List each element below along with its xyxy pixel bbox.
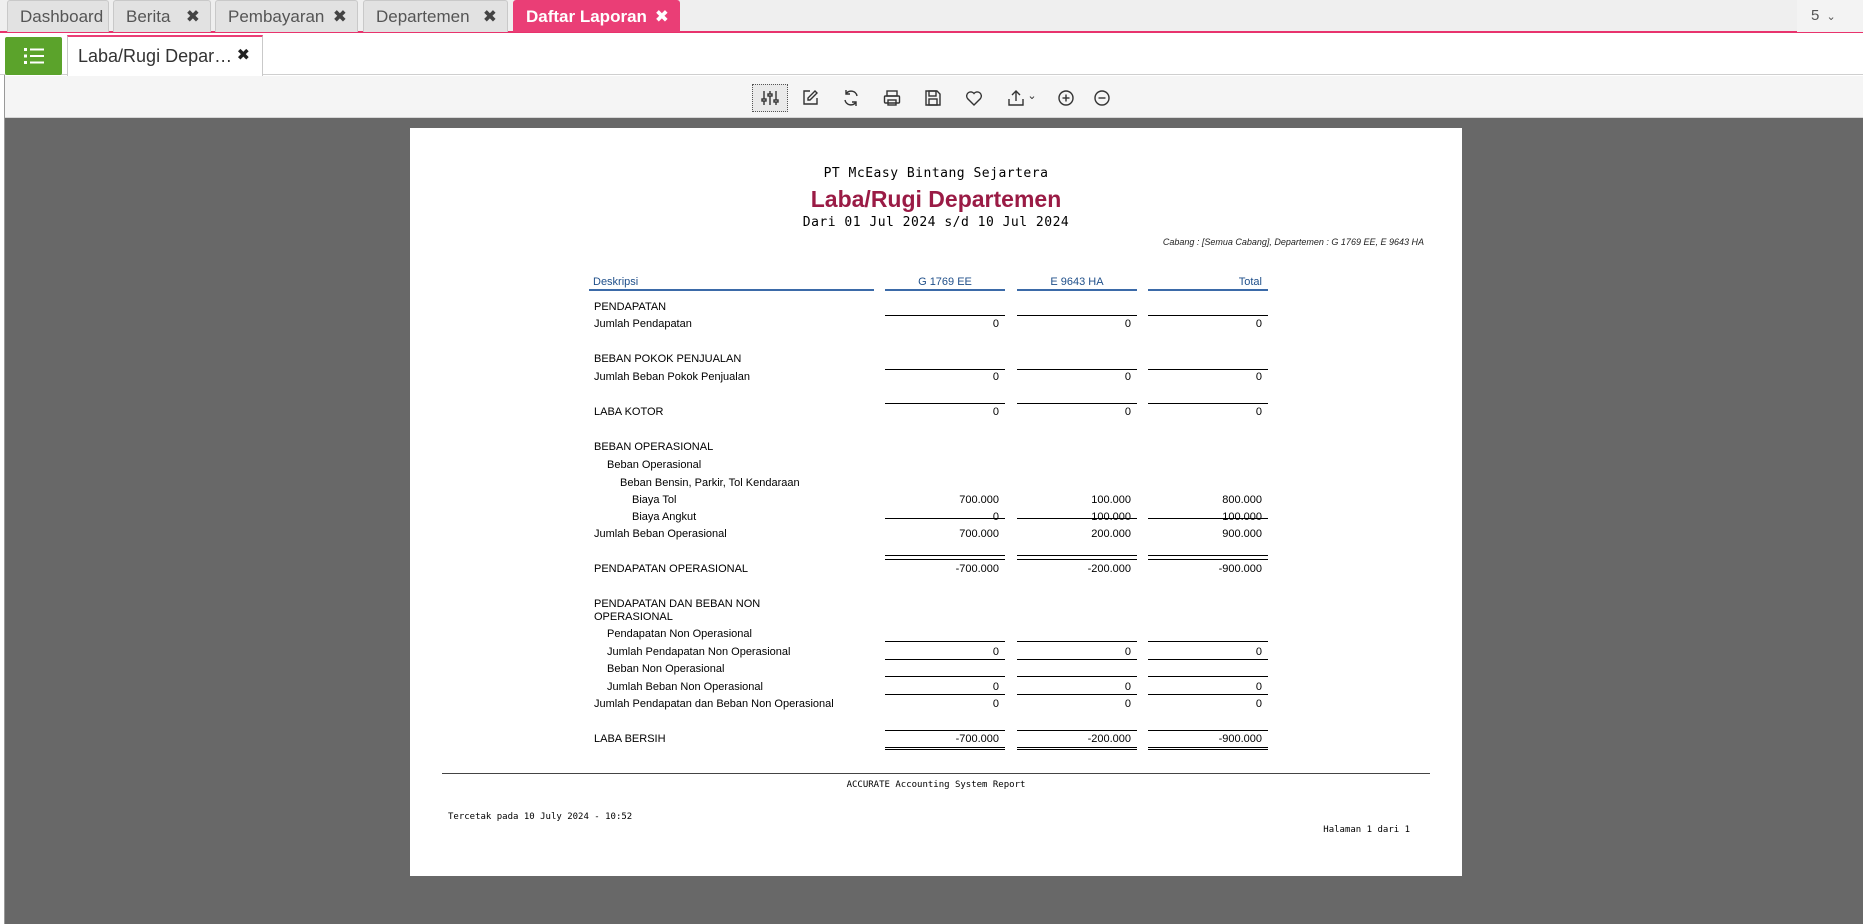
report-toolbar bbox=[5, 76, 1863, 118]
tab-count-dropdown[interactable] bbox=[1797, 0, 1863, 32]
row-value: 0 bbox=[992, 698, 999, 710]
tab-label: Laba/Rugi Depar… bbox=[78, 46, 233, 66]
table-row bbox=[410, 477, 1462, 493]
rule-line bbox=[885, 369, 1005, 370]
export-button[interactable] bbox=[1000, 84, 1044, 112]
tab-label: Berita bbox=[126, 7, 171, 26]
row-description: PENDAPATAN bbox=[594, 301, 667, 313]
report-list-button[interactable] bbox=[5, 37, 62, 75]
export-icon bbox=[1007, 89, 1025, 107]
rule-line bbox=[1148, 403, 1268, 404]
rule-line bbox=[1148, 518, 1268, 519]
row-value: 900.000 bbox=[1222, 528, 1262, 540]
tab-label: Daftar Laporan bbox=[526, 7, 647, 26]
row-value: 0 bbox=[1124, 406, 1131, 418]
filter-settings-button[interactable] bbox=[752, 84, 788, 112]
row-description: Beban Non Operasional bbox=[607, 663, 725, 675]
row-description: BEBAN OPERASIONAL bbox=[594, 441, 714, 453]
rule-line bbox=[885, 730, 1005, 731]
table-row bbox=[410, 406, 1462, 422]
row-value: -200.000 bbox=[1087, 733, 1131, 745]
header-col3: Total bbox=[1148, 276, 1268, 291]
row-value: 0 bbox=[1124, 681, 1131, 693]
row-value: 0 bbox=[1255, 698, 1262, 710]
row-description: Beban Operasional bbox=[607, 459, 702, 471]
printed-timestamp: Tercetak pada 10 July 2024 - 10:52 bbox=[448, 812, 633, 822]
row-description: Biaya Angkut bbox=[632, 511, 697, 523]
table-row bbox=[410, 563, 1462, 579]
save-button[interactable] bbox=[915, 84, 951, 112]
footer-text: ACCURATE Accounting System Report bbox=[846, 780, 1026, 790]
row-value: 100.000 bbox=[1091, 511, 1131, 523]
row-value: 0 bbox=[1255, 681, 1262, 693]
close-icon[interactable]: ✖ bbox=[185, 7, 200, 26]
edit-button[interactable] bbox=[792, 84, 828, 112]
top-tab-bar bbox=[0, 0, 1863, 33]
rule-line bbox=[885, 403, 1005, 404]
company-name: PT McEasy Bintang Sejartera bbox=[823, 166, 1049, 181]
rule-line bbox=[1148, 659, 1268, 660]
row-description: OPERASIONAL bbox=[594, 611, 673, 623]
tab-count: 5 bbox=[1811, 7, 1820, 24]
row-description: Jumlah Beban Non Operasional bbox=[607, 681, 763, 693]
row-description: Biaya Tol bbox=[632, 494, 677, 506]
edit-icon bbox=[801, 89, 819, 107]
tab-berita[interactable] bbox=[113, 0, 211, 32]
zoom-out-button[interactable] bbox=[1084, 84, 1120, 112]
row-value: 100.000 bbox=[1222, 511, 1262, 523]
page-number: Halaman 1 dari 1 bbox=[1323, 825, 1410, 835]
table-row bbox=[410, 371, 1462, 387]
header-col1: G 1769 EE bbox=[885, 276, 1005, 291]
row-description: PENDAPATAN DAN BEBAN NON bbox=[594, 598, 761, 610]
chevron-down-icon: ⌄ bbox=[1027, 89, 1037, 102]
favorite-icon bbox=[965, 89, 983, 107]
row-description: Jumlah Beban Operasional bbox=[594, 528, 727, 540]
favorite-button[interactable] bbox=[956, 84, 992, 112]
rule-line bbox=[1148, 694, 1268, 695]
report-title: Laba/Rugi Departemen bbox=[810, 186, 1062, 212]
table-row bbox=[410, 511, 1462, 527]
row-value: 0 bbox=[1255, 318, 1262, 330]
rule-line bbox=[1148, 369, 1268, 370]
row-description: Jumlah Pendapatan dan Beban Non Operasional bbox=[594, 698, 834, 710]
table-row bbox=[410, 494, 1462, 510]
rule-line bbox=[885, 555, 1005, 556]
row-value: 700.000 bbox=[959, 494, 999, 506]
row-description: Beban Bensin, Parkir, Tol Kendaraan bbox=[620, 477, 800, 489]
close-icon[interactable]: ✖ bbox=[332, 7, 347, 26]
header-description: Deskripsi bbox=[589, 276, 874, 291]
zoom-out-icon bbox=[1093, 89, 1111, 107]
rule-line bbox=[1148, 730, 1268, 731]
table-row bbox=[410, 441, 1462, 457]
row-value: 0 bbox=[992, 646, 999, 658]
rule-line bbox=[1017, 315, 1137, 316]
rule-line bbox=[1017, 559, 1137, 560]
print-button[interactable] bbox=[874, 84, 910, 112]
report-period: Dari 01 Jul 2024 s/d 10 Jul 2024 bbox=[802, 215, 1070, 230]
row-description: PENDAPATAN OPERASIONAL bbox=[594, 563, 749, 575]
rule-line bbox=[1148, 676, 1268, 677]
tab-laba-rugi-departemen[interactable] bbox=[67, 35, 263, 76]
table-row bbox=[410, 698, 1462, 714]
row-value: 100.000 bbox=[1091, 494, 1131, 506]
tab-label: Pembayaran bbox=[228, 7, 325, 26]
double-rule-line bbox=[885, 747, 1005, 750]
rule-line bbox=[1148, 555, 1268, 556]
header-col2: E 9643 HA bbox=[1017, 276, 1137, 291]
row-value: 0 bbox=[992, 681, 999, 693]
rule-line bbox=[1017, 730, 1137, 731]
double-rule-line bbox=[1148, 747, 1268, 750]
row-description: Jumlah Pendapatan bbox=[594, 318, 692, 330]
table-row bbox=[410, 459, 1462, 475]
row-value: 0 bbox=[992, 406, 999, 418]
table-row bbox=[410, 353, 1462, 369]
row-description: Pendapatan Non Operasional bbox=[607, 628, 752, 640]
tab-label: Departemen bbox=[376, 7, 470, 26]
rule-line bbox=[885, 315, 1005, 316]
document-tab-bar bbox=[0, 35, 1863, 75]
rule-line bbox=[1017, 641, 1137, 642]
tab-pembayaran[interactable] bbox=[215, 0, 358, 32]
rule-line bbox=[1148, 559, 1268, 560]
sliders-icon bbox=[761, 90, 779, 106]
tab-label: Dashboard bbox=[20, 7, 104, 26]
row-description: Jumlah Pendapatan Non Operasional bbox=[607, 646, 791, 658]
double-rule-line bbox=[1017, 747, 1137, 750]
rule-line bbox=[885, 518, 1005, 519]
tab-daftar-laporan[interactable] bbox=[513, 0, 680, 32]
rule-line bbox=[1017, 518, 1137, 519]
row-value: 0 bbox=[1124, 371, 1131, 383]
row-value: 200.000 bbox=[1091, 528, 1131, 540]
footer-divider bbox=[442, 773, 1430, 774]
tab-departemen[interactable] bbox=[363, 0, 508, 32]
row-value: 0 bbox=[1124, 698, 1131, 710]
list-icon bbox=[23, 47, 45, 65]
rule-line bbox=[1017, 369, 1137, 370]
zoom-in-button[interactable] bbox=[1048, 84, 1084, 112]
rule-line bbox=[885, 694, 1005, 695]
rule-line bbox=[1148, 315, 1268, 316]
rule-line bbox=[885, 676, 1005, 677]
row-value: 0 bbox=[1124, 646, 1131, 658]
tab-dashboard[interactable] bbox=[7, 0, 109, 32]
table-row bbox=[410, 318, 1462, 334]
row-value: -700.000 bbox=[955, 563, 999, 575]
row-value: 0 bbox=[1255, 646, 1262, 658]
row-description: LABA BERSIH bbox=[594, 733, 666, 745]
row-value: 800.000 bbox=[1222, 494, 1262, 506]
row-value: -200.000 bbox=[1087, 563, 1131, 575]
row-value: -900.000 bbox=[1218, 563, 1262, 575]
rule-line bbox=[885, 659, 1005, 660]
row-description: BEBAN POKOK PENJUALAN bbox=[594, 353, 742, 365]
refresh-icon bbox=[842, 89, 860, 107]
report-filter: Cabang : [Semua Cabang], Departemen : G 1769 EE, E 9643 HA bbox=[1162, 237, 1424, 247]
rule-line bbox=[1017, 694, 1137, 695]
rule-line bbox=[1017, 555, 1137, 556]
save-icon bbox=[924, 89, 942, 107]
zoom-in-icon bbox=[1057, 89, 1075, 107]
chevron-down-icon: ⌄ bbox=[1826, 11, 1836, 23]
rule-line bbox=[1148, 641, 1268, 642]
rule-line bbox=[1017, 659, 1137, 660]
print-icon bbox=[883, 89, 901, 107]
close-icon[interactable]: ✖ bbox=[482, 7, 497, 26]
row-value: 0 bbox=[992, 318, 999, 330]
row-value: 0 bbox=[992, 511, 999, 523]
row-value: 0 bbox=[1255, 406, 1262, 418]
row-value: 700.000 bbox=[959, 528, 999, 540]
row-value: 0 bbox=[1255, 371, 1262, 383]
rule-line bbox=[1017, 403, 1137, 404]
rule-line bbox=[1017, 676, 1137, 677]
close-icon[interactable]: ✖ bbox=[654, 7, 669, 26]
row-description: LABA KOTOR bbox=[594, 406, 664, 418]
row-value: -700.000 bbox=[955, 733, 999, 745]
table-row bbox=[410, 611, 1462, 627]
table-row bbox=[410, 528, 1462, 544]
row-value: 0 bbox=[992, 371, 999, 383]
row-value: 0 bbox=[1124, 318, 1131, 330]
rule-line bbox=[885, 641, 1005, 642]
report-page bbox=[410, 128, 1462, 876]
rule-line bbox=[885, 559, 1005, 560]
row-value: -900.000 bbox=[1218, 733, 1262, 745]
row-description: Jumlah Beban Pokok Penjualan bbox=[594, 371, 750, 383]
close-icon[interactable]: ✖ bbox=[236, 47, 250, 64]
refresh-button[interactable] bbox=[833, 84, 869, 112]
